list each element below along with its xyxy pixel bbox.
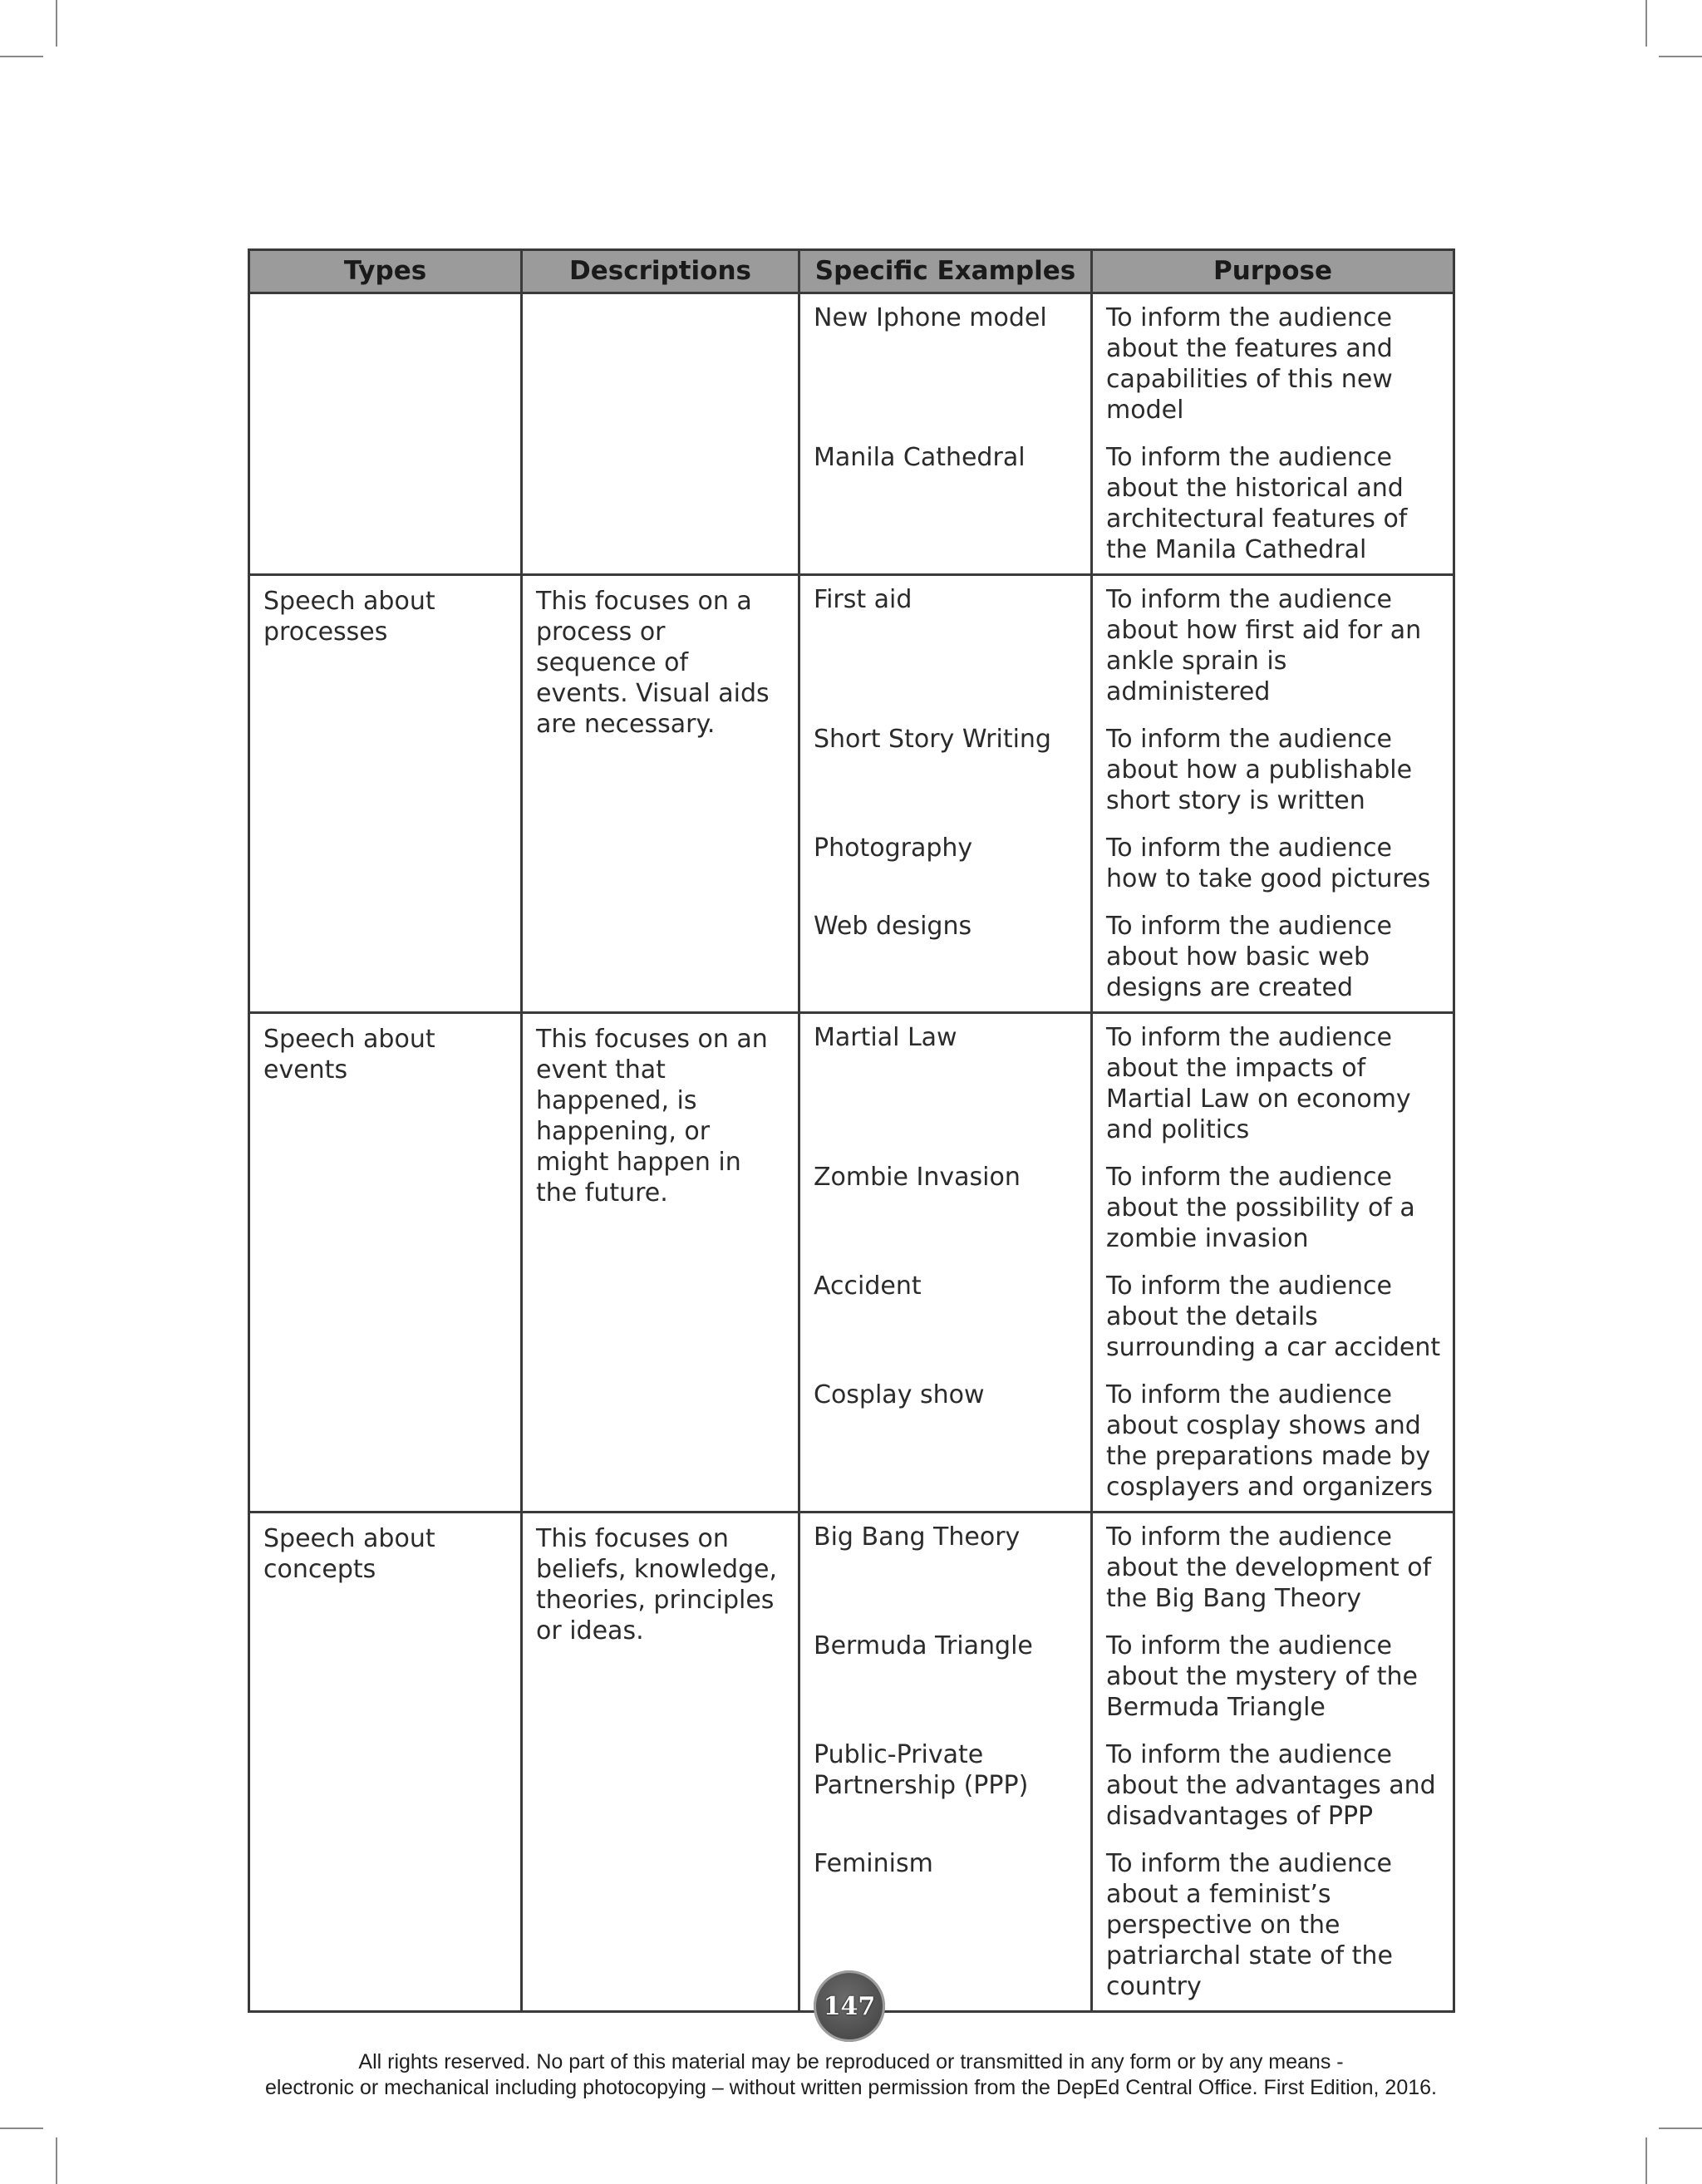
example-purpose-item — [800, 1269, 1453, 1363]
cell-specific-example: New Iphone model — [814, 303, 1047, 332]
example-purpose-item — [800, 909, 1453, 1003]
cell-specific-example: Manila Cathedral — [814, 443, 1026, 472]
cell-purpose: To inform the audience about the historical and architectural features of the Manila Cathedral — [1106, 443, 1408, 564]
example-purpose-item — [800, 1520, 1453, 1614]
cell-purpose: To inform the audience about cosplay shows and the preparations made by cosplayers and organizers — [1106, 1380, 1434, 1502]
header-types: Types — [249, 250, 522, 293]
table-row — [249, 575, 1454, 1013]
cell-type: Speech about concepts — [249, 1513, 522, 2012]
cell-specific-example: Zombie Invasion — [814, 1163, 1021, 1192]
cell-specific-example: Martial Law — [814, 1023, 957, 1052]
header-specific-examples: Specific Examples — [800, 251, 1093, 292]
cell-description — [522, 293, 799, 575]
example-purpose-item — [800, 1160, 1453, 1254]
cell-specific-example: Public-Private Partnership (PPP) — [814, 1740, 1029, 1800]
header-examples-purpose — [799, 250, 1454, 293]
cell-specific-example: First aid — [814, 585, 912, 614]
cell-purpose: To inform the audience about the impacts of Martial Law on economy and politics — [1106, 1023, 1411, 1144]
cell-purpose: To inform the audience about a feminist’s perspective on the patriarchal state of the country — [1106, 1849, 1393, 2001]
cell-purpose: To inform the audience about the possibility of a zombie invasion — [1106, 1163, 1415, 1253]
crop-mark-top-right-h — [1659, 56, 1702, 57]
header-purpose: Purpose — [1213, 256, 1333, 286]
cell-specific-example: Feminism — [814, 1849, 933, 1878]
cell-specific-example: Bermuda Triangle — [814, 1631, 1033, 1660]
cell-purpose: To inform the audience about the mystery of the Bermuda Triangle — [1106, 1631, 1418, 1722]
example-purpose-item — [800, 301, 1453, 425]
header-descriptions: Descriptions — [522, 250, 799, 293]
cell-purpose: To inform the audience about how a publishable short story is written — [1106, 725, 1413, 815]
crop-mark-bottom-right-h — [1659, 2127, 1702, 2129]
crop-mark-top-right — [1645, 0, 1647, 47]
crop-mark-top-left-h — [0, 56, 43, 57]
cell-purpose: To inform the audience about the advantages and disadvantages of PPP — [1106, 1740, 1436, 1831]
page-number-badge — [814, 1970, 885, 2042]
page-number: 147 — [823, 1991, 876, 2021]
table-row — [249, 1013, 1454, 1513]
cell-type: Speech about events — [249, 1013, 522, 1513]
cell-examples-purposes — [799, 1013, 1454, 1513]
cell-examples-purposes — [799, 293, 1454, 575]
speech-types-table — [248, 248, 1455, 2013]
example-purpose-list — [800, 583, 1453, 1003]
footer-line-1: All rights reserved. No part of this material may be reproduced or transmitted in any form or by any means - — [358, 2050, 1344, 2073]
cell-description: This focuses on an event that happened, is happening, or might happen in the future. — [522, 1013, 799, 1513]
example-purpose-list — [800, 1520, 1453, 2002]
table-body — [249, 293, 1454, 2012]
cell-purpose: To inform the audience about how first aid for an ankle sprain is administered — [1106, 585, 1422, 706]
example-purpose-item — [800, 1847, 1453, 2002]
cell-description: This focuses on beliefs, knowledge, theories, principles or ideas. — [522, 1513, 799, 2012]
crop-mark-bottom-right — [1645, 2137, 1647, 2184]
cell-type — [249, 293, 522, 575]
cell-examples-purposes — [799, 575, 1454, 1013]
example-purpose-list — [800, 1021, 1453, 1503]
cell-type: Speech about processes — [249, 575, 522, 1013]
example-purpose-item — [800, 1629, 1453, 1723]
cell-specific-example: Short Story Writing — [814, 725, 1051, 754]
copyright-footer — [0, 2049, 1702, 2101]
example-purpose-item — [800, 1021, 1453, 1145]
example-purpose-list — [800, 301, 1453, 565]
cell-specific-example: Accident — [814, 1272, 922, 1301]
example-purpose-item — [800, 722, 1453, 816]
cell-purpose: To inform the audience about the details surrounding a car accident — [1106, 1272, 1441, 1362]
example-purpose-item — [800, 440, 1453, 565]
table-header-row — [249, 250, 1454, 293]
cell-description: This focuses on a process or sequence of events. Visual aids are necessary. — [522, 575, 799, 1013]
example-purpose-item — [800, 831, 1453, 894]
table-row — [249, 293, 1454, 575]
cell-examples-purposes — [799, 1513, 1454, 2012]
cell-purpose: To inform the audience how to take good pictures — [1106, 834, 1431, 893]
crop-mark-bottom-left — [56, 2137, 57, 2184]
crop-mark-bottom-left-h — [0, 2127, 43, 2129]
cell-specific-example: Big Bang Theory — [814, 1522, 1021, 1552]
cell-purpose: To inform the audience about the features and capabilities of this new model — [1106, 303, 1393, 425]
cell-purpose: To inform the audience about how basic web designs are created — [1106, 912, 1392, 1002]
cell-specific-example: Web designs — [814, 912, 972, 941]
example-purpose-item — [800, 1378, 1453, 1503]
footer-line-2: electronic or mechanical including photocopying – without written permission from the DepEd Central Office. First Edition, 2016. — [265, 2076, 1437, 2099]
example-purpose-item — [800, 1738, 1453, 1832]
cell-specific-example: Cosplay show — [814, 1380, 985, 1409]
example-purpose-item — [800, 583, 1453, 707]
table-row — [249, 1513, 1454, 2012]
cell-purpose: To inform the audience about the development of the Big Bang Theory — [1106, 1522, 1432, 1613]
cell-specific-example: Photography — [814, 834, 973, 863]
crop-mark-top-left — [56, 0, 57, 47]
